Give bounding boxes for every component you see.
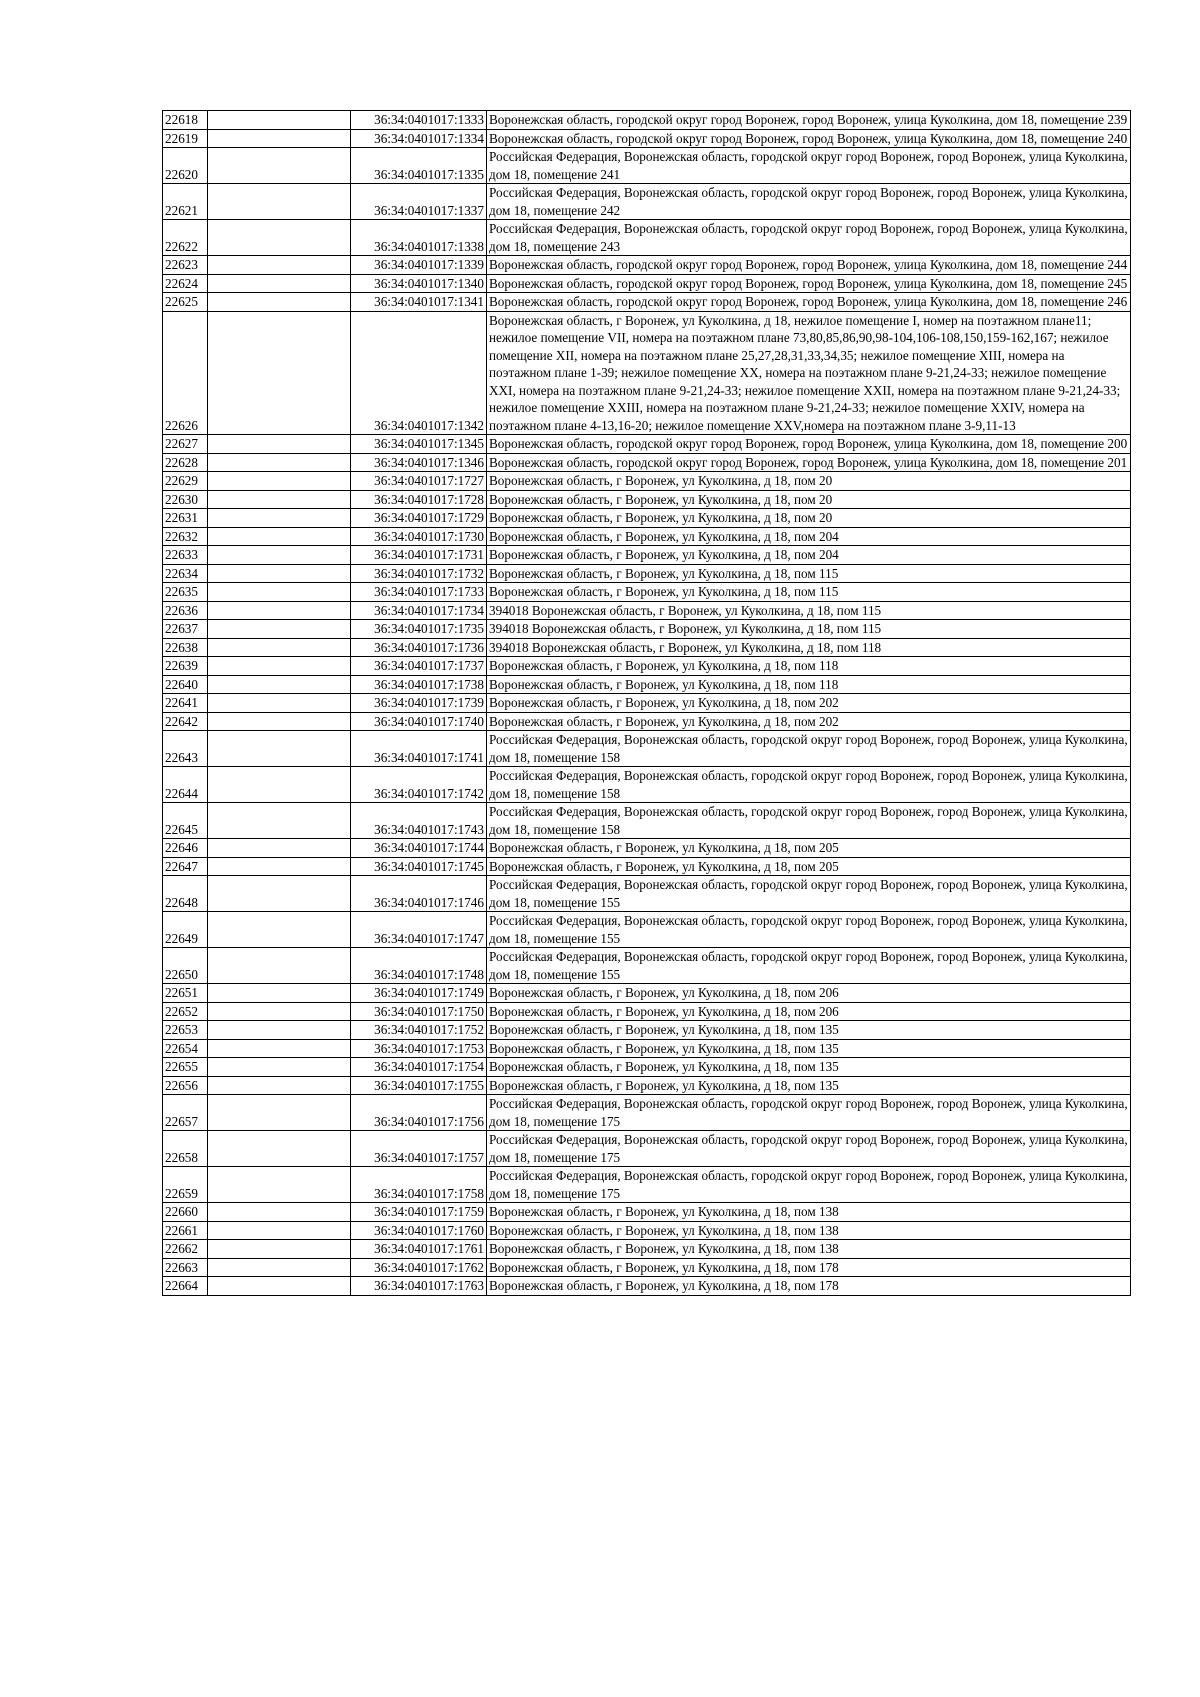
address-cell: Воронежская область, городской округ город Воронеж, город Воронеж, улица Куколкина, дом 18, помещение 246 xyxy=(487,293,1131,312)
table-row xyxy=(163,274,1131,293)
address-cell: Воронежская область, г Воронеж, ул Куколкина, д 18, пом 138 xyxy=(487,1203,1131,1222)
address-cell: Воронежская область, г Воронеж, ул Куколкина, д 18, пом 206 xyxy=(487,1002,1131,1021)
empty-cell xyxy=(208,1203,351,1222)
row-number-cell: 22653 xyxy=(163,1021,208,1040)
address-cell: Воронежская область, г Воронеж, ул Куколкина, д 18, пом 118 xyxy=(487,675,1131,694)
address-cell: Воронежская область, г Воронеж, ул Куколкина, д 18, пом 138 xyxy=(487,1221,1131,1240)
row-number-cell: 22654 xyxy=(163,1039,208,1058)
address-cell: 394018 Воронежская область, г Воронеж, ул Куколкина, д 18, пом 118 xyxy=(487,638,1131,657)
empty-cell xyxy=(208,839,351,858)
row-number-cell: 22641 xyxy=(163,694,208,713)
table-row xyxy=(163,546,1131,565)
table-row xyxy=(163,472,1131,491)
empty-cell xyxy=(208,490,351,509)
row-number-cell: 22629 xyxy=(163,472,208,491)
address-cell: Воронежская область, г Воронеж, ул Куколкина, д 18, пом 20 xyxy=(487,472,1131,491)
cadastral-number-cell: 36:34:0401017:1342 xyxy=(351,311,487,435)
address-cell: Российская Федерация, Воронежская область, городской округ город Воронеж, город Воронеж, улица Куколкина, дом 18, помещение 155 xyxy=(487,876,1131,912)
empty-cell xyxy=(208,220,351,256)
table-row xyxy=(163,912,1131,948)
table-row xyxy=(163,803,1131,839)
address-cell: Воронежская область, г Воронеж, ул Куколкина, д 18, пом 20 xyxy=(487,509,1131,528)
cadastral-number-cell: 36:34:0401017:1333 xyxy=(351,111,487,130)
row-number-cell: 22644 xyxy=(163,767,208,803)
empty-cell xyxy=(208,1131,351,1167)
row-number-cell: 22658 xyxy=(163,1131,208,1167)
address-cell: Российская Федерация, Воронежская область, городской округ город Воронеж, город Воронеж, улица Куколкина, дом 18, помещение 158 xyxy=(487,803,1131,839)
cadastral-number-cell: 36:34:0401017:1334 xyxy=(351,129,487,148)
table-row xyxy=(163,1240,1131,1259)
table-row xyxy=(163,620,1131,639)
empty-cell xyxy=(208,1240,351,1259)
table-row xyxy=(163,1258,1131,1277)
empty-cell xyxy=(208,675,351,694)
cadastral-number-cell: 36:34:0401017:1730 xyxy=(351,527,487,546)
empty-cell xyxy=(208,712,351,731)
table-row xyxy=(163,601,1131,620)
cadastral-number-cell: 36:34:0401017:1735 xyxy=(351,620,487,639)
cadastral-number-cell: 36:34:0401017:1346 xyxy=(351,453,487,472)
empty-cell xyxy=(208,767,351,803)
row-number-cell: 22647 xyxy=(163,857,208,876)
table-row xyxy=(163,527,1131,546)
row-number-cell: 22662 xyxy=(163,1240,208,1259)
row-number-cell: 22619 xyxy=(163,129,208,148)
empty-cell xyxy=(208,148,351,184)
row-number-cell: 22630 xyxy=(163,490,208,509)
cadastral-number-cell: 36:34:0401017:1732 xyxy=(351,564,487,583)
cadastral-number-cell: 36:34:0401017:1757 xyxy=(351,1131,487,1167)
cadastral-number-cell: 36:34:0401017:1761 xyxy=(351,1240,487,1259)
row-number-cell: 22645 xyxy=(163,803,208,839)
cadastral-number-cell: 36:34:0401017:1740 xyxy=(351,712,487,731)
cadastral-number-cell: 36:34:0401017:1754 xyxy=(351,1058,487,1077)
row-number-cell: 22636 xyxy=(163,601,208,620)
cadastral-number-cell: 36:34:0401017:1763 xyxy=(351,1277,487,1296)
table-row xyxy=(163,1076,1131,1095)
address-cell: Воронежская область, г Воронеж, ул Куколкина, д 18, пом 178 xyxy=(487,1277,1131,1296)
cadastral-number-cell: 36:34:0401017:1741 xyxy=(351,731,487,767)
cadastral-number-cell: 36:34:0401017:1755 xyxy=(351,1076,487,1095)
table-row xyxy=(163,1021,1131,1040)
empty-cell xyxy=(208,293,351,312)
table-row xyxy=(163,712,1131,731)
table-row xyxy=(163,1167,1131,1203)
cadastral-number-cell: 36:34:0401017:1340 xyxy=(351,274,487,293)
empty-cell xyxy=(208,509,351,528)
address-cell: Российская Федерация, Воронежская область, городской округ город Воронеж, город Воронеж, улица Куколкина, дом 18, помещение 158 xyxy=(487,731,1131,767)
empty-cell xyxy=(208,472,351,491)
address-cell: Воронежская область, городской округ город Воронеж, город Воронеж, улица Куколкина, дом 18, помещение 240 xyxy=(487,129,1131,148)
address-cell: Воронежская область, г Воронеж, ул Куколкина, д 18, пом 115 xyxy=(487,564,1131,583)
cadastral-number-cell: 36:34:0401017:1737 xyxy=(351,657,487,676)
address-cell: Воронежская область, городской округ город Воронеж, город Воронеж, улица Куколкина, дом 18, помещение 244 xyxy=(487,256,1131,275)
cadastral-number-cell: 36:34:0401017:1727 xyxy=(351,472,487,491)
empty-cell xyxy=(208,546,351,565)
empty-cell xyxy=(208,1095,351,1131)
table-row xyxy=(163,129,1131,148)
cadastral-number-cell: 36:34:0401017:1339 xyxy=(351,256,487,275)
address-cell: Воронежская область, г Воронеж, ул Куколкина, д 18, пом 118 xyxy=(487,657,1131,676)
address-cell: Российская Федерация, Воронежская область, городской округ город Воронеж, город Воронеж, улица Куколкина, дом 18, помещение 243 xyxy=(487,220,1131,256)
empty-cell xyxy=(208,912,351,948)
table-row xyxy=(163,1058,1131,1077)
address-cell: Воронежская область, г Воронеж, ул Куколкина, д 18, пом 135 xyxy=(487,1058,1131,1077)
table-row xyxy=(163,657,1131,676)
empty-cell xyxy=(208,1167,351,1203)
empty-cell xyxy=(208,256,351,275)
empty-cell xyxy=(208,1058,351,1077)
address-cell: Воронежская область, г Воронеж, ул Куколкина, д 18, пом 138 xyxy=(487,1240,1131,1259)
row-number-cell: 22642 xyxy=(163,712,208,731)
row-number-cell: 22622 xyxy=(163,220,208,256)
cadastral-number-cell: 36:34:0401017:1748 xyxy=(351,948,487,984)
row-number-cell: 22663 xyxy=(163,1258,208,1277)
address-cell: 394018 Воронежская область, г Воронеж, ул Куколкина, д 18, пом 115 xyxy=(487,620,1131,639)
table-row xyxy=(163,694,1131,713)
address-cell: Российская Федерация, Воронежская область, городской округ город Воронеж, город Воронеж, улица Куколкина, дом 18, помещение 242 xyxy=(487,184,1131,220)
empty-cell xyxy=(208,694,351,713)
table-row xyxy=(163,490,1131,509)
empty-cell xyxy=(208,564,351,583)
row-number-cell: 22635 xyxy=(163,583,208,602)
empty-cell xyxy=(208,435,351,454)
address-cell: Воронежская область, г Воронеж, ул Куколкина, д 18, пом 205 xyxy=(487,857,1131,876)
empty-cell xyxy=(208,1221,351,1240)
address-cell: Воронежская область, г Воронеж, ул Куколкина, д 18, пом 202 xyxy=(487,694,1131,713)
address-cell: Воронежская область, г Воронеж, ул Куколкина, д 18, пом 206 xyxy=(487,984,1131,1003)
row-number-cell: 22650 xyxy=(163,948,208,984)
empty-cell xyxy=(208,731,351,767)
empty-cell xyxy=(208,1021,351,1040)
row-number-cell: 22631 xyxy=(163,509,208,528)
address-cell: Воронежская область, городской округ город Воронеж, город Воронеж, улица Куколкина, дом 18, помещение 245 xyxy=(487,274,1131,293)
cadastral-number-cell: 36:34:0401017:1753 xyxy=(351,1039,487,1058)
row-number-cell: 22626 xyxy=(163,311,208,435)
table-row xyxy=(163,111,1131,130)
table-row xyxy=(163,583,1131,602)
cadastral-number-cell: 36:34:0401017:1736 xyxy=(351,638,487,657)
empty-cell xyxy=(208,111,351,130)
table-row xyxy=(163,1039,1131,1058)
cadastral-number-cell: 36:34:0401017:1338 xyxy=(351,220,487,256)
row-number-cell: 22659 xyxy=(163,1167,208,1203)
row-number-cell: 22621 xyxy=(163,184,208,220)
cadastral-number-cell: 36:34:0401017:1341 xyxy=(351,293,487,312)
empty-cell xyxy=(208,1039,351,1058)
address-cell: Воронежская область, г Воронеж, ул Куколкина, д 18, нежилое помещение I, номер на поэтажном плане11; нежилое помещение VII, номера на поэтажном плане 73,80,85,86,90,98-104,106-108,150,159-162,167; нежилое помещение XII, номера на поэтажном плане 25,27,28,31,33,34,35; нежилое помещение XIII, номера на поэтажном плане 1-39; нежилое помещение XX, номера на поэтажном плане 9-21,24-33; нежилое помещение XXI, номера на поэтажном плане 9-21,24-33; нежилое помещение XXII, номера на поэтажном плане 9-21,24-33; нежилое помещение XXIII, номера на поэтажном плане 9-21,24-33; нежилое помещение XXIV, номера на поэтажном плане 4-13,16-20; нежилое помещение XXV,номера на поэтажном плане 3-9,11-13 xyxy=(487,311,1131,435)
table-row xyxy=(163,675,1131,694)
table-row xyxy=(163,948,1131,984)
address-cell: 394018 Воронежская область, г Воронеж, ул Куколкина, д 18, пом 115 xyxy=(487,601,1131,620)
cadastral-number-cell: 36:34:0401017:1739 xyxy=(351,694,487,713)
address-cell: Воронежская область, г Воронеж, ул Куколкина, д 18, пом 205 xyxy=(487,839,1131,858)
table-row xyxy=(163,731,1131,767)
row-number-cell: 22620 xyxy=(163,148,208,184)
address-cell: Воронежская область, г Воронеж, ул Куколкина, д 18, пом 115 xyxy=(487,583,1131,602)
row-number-cell: 22648 xyxy=(163,876,208,912)
empty-cell xyxy=(208,583,351,602)
table-row xyxy=(163,1277,1131,1296)
address-cell: Воронежская область, г Воронеж, ул Куколкина, д 18, пом 135 xyxy=(487,1076,1131,1095)
table-row xyxy=(163,148,1131,184)
table-row xyxy=(163,564,1131,583)
empty-cell xyxy=(208,620,351,639)
row-number-cell: 22655 xyxy=(163,1058,208,1077)
cadastral-number-cell: 36:34:0401017:1345 xyxy=(351,435,487,454)
row-number-cell: 22627 xyxy=(163,435,208,454)
address-cell: Российская Федерация, Воронежская область, городской округ город Воронеж, город Воронеж, улица Куколкина, дом 18, помещение 158 xyxy=(487,767,1131,803)
row-number-cell: 22634 xyxy=(163,564,208,583)
empty-cell xyxy=(208,453,351,472)
table-row xyxy=(163,1095,1131,1131)
row-number-cell: 22656 xyxy=(163,1076,208,1095)
cadastral-number-cell: 36:34:0401017:1760 xyxy=(351,1221,487,1240)
table-row xyxy=(163,1002,1131,1021)
cadastral-number-cell: 36:34:0401017:1745 xyxy=(351,857,487,876)
empty-cell xyxy=(208,1258,351,1277)
row-number-cell: 22638 xyxy=(163,638,208,657)
address-cell: Воронежская область, городской округ город Воронеж, город Воронеж, улица Куколкина, дом 18, помещение 239 xyxy=(487,111,1131,130)
row-number-cell: 22628 xyxy=(163,453,208,472)
empty-cell xyxy=(208,984,351,1003)
table-row xyxy=(163,984,1131,1003)
address-cell: Российская Федерация, Воронежская область, городской округ город Воронеж, город Воронеж, улица Куколкина, дом 18, помещение 175 xyxy=(487,1131,1131,1167)
cadastral-number-cell: 36:34:0401017:1758 xyxy=(351,1167,487,1203)
row-number-cell: 22660 xyxy=(163,1203,208,1222)
row-number-cell: 22639 xyxy=(163,657,208,676)
row-number-cell: 22657 xyxy=(163,1095,208,1131)
table-row xyxy=(163,435,1131,454)
row-number-cell: 22651 xyxy=(163,984,208,1003)
cadastral-number-cell: 36:34:0401017:1752 xyxy=(351,1021,487,1040)
cadastral-number-cell: 36:34:0401017:1759 xyxy=(351,1203,487,1222)
address-cell: Российская Федерация, Воронежская область, городской округ город Воронеж, город Воронеж, улица Куколкина, дом 18, помещение 175 xyxy=(487,1167,1131,1203)
row-number-cell: 22623 xyxy=(163,256,208,275)
address-cell: Воронежская область, г Воронеж, ул Куколкина, д 18, пом 178 xyxy=(487,1258,1131,1277)
cadastral-number-cell: 36:34:0401017:1756 xyxy=(351,1095,487,1131)
cadastral-number-cell: 36:34:0401017:1734 xyxy=(351,601,487,620)
row-number-cell: 22652 xyxy=(163,1002,208,1021)
cadastral-number-cell: 36:34:0401017:1742 xyxy=(351,767,487,803)
row-number-cell: 22625 xyxy=(163,293,208,312)
empty-cell xyxy=(208,657,351,676)
table-row xyxy=(163,638,1131,657)
table-row xyxy=(163,876,1131,912)
empty-cell xyxy=(208,1277,351,1296)
address-cell: Воронежская область, г Воронеж, ул Куколкина, д 18, пом 204 xyxy=(487,546,1131,565)
cadastral-number-cell: 36:34:0401017:1744 xyxy=(351,839,487,858)
records-table-body xyxy=(163,111,1131,1296)
cadastral-number-cell: 36:34:0401017:1729 xyxy=(351,509,487,528)
table-row xyxy=(163,184,1131,220)
cadastral-number-cell: 36:34:0401017:1750 xyxy=(351,1002,487,1021)
row-number-cell: 22640 xyxy=(163,675,208,694)
empty-cell xyxy=(208,129,351,148)
empty-cell xyxy=(208,527,351,546)
table-row xyxy=(163,453,1131,472)
table-row xyxy=(163,311,1131,435)
address-cell: Воронежская область, г Воронеж, ул Куколкина, д 18, пом 135 xyxy=(487,1021,1131,1040)
empty-cell xyxy=(208,948,351,984)
address-cell: Российская Федерация, Воронежская область, городской округ город Воронеж, город Воронеж, улица Куколкина, дом 18, помещение 175 xyxy=(487,1095,1131,1131)
empty-cell xyxy=(208,1076,351,1095)
row-number-cell: 22618 xyxy=(163,111,208,130)
cadastral-number-cell: 36:34:0401017:1731 xyxy=(351,546,487,565)
table-row xyxy=(163,767,1131,803)
row-number-cell: 22664 xyxy=(163,1277,208,1296)
row-number-cell: 22649 xyxy=(163,912,208,948)
row-number-cell: 22661 xyxy=(163,1221,208,1240)
address-cell: Воронежская область, г Воронеж, ул Куколкина, д 18, пом 20 xyxy=(487,490,1131,509)
table-row xyxy=(163,857,1131,876)
cadastral-number-cell: 36:34:0401017:1728 xyxy=(351,490,487,509)
cadastral-number-cell: 36:34:0401017:1747 xyxy=(351,912,487,948)
table-row xyxy=(163,256,1131,275)
empty-cell xyxy=(208,803,351,839)
address-cell: Российская Федерация, Воронежская область, городской округ город Воронеж, город Воронеж, улица Куколкина, дом 18, помещение 155 xyxy=(487,912,1131,948)
row-number-cell: 22624 xyxy=(163,274,208,293)
table-row xyxy=(163,293,1131,312)
records-table xyxy=(162,110,1131,1296)
empty-cell xyxy=(208,857,351,876)
table-row xyxy=(163,509,1131,528)
empty-cell xyxy=(208,184,351,220)
cadastral-number-cell: 36:34:0401017:1335 xyxy=(351,148,487,184)
row-number-cell: 22632 xyxy=(163,527,208,546)
cadastral-number-cell: 36:34:0401017:1337 xyxy=(351,184,487,220)
cadastral-number-cell: 36:34:0401017:1746 xyxy=(351,876,487,912)
empty-cell xyxy=(208,311,351,435)
row-number-cell: 22643 xyxy=(163,731,208,767)
row-number-cell: 22637 xyxy=(163,620,208,639)
cadastral-number-cell: 36:34:0401017:1738 xyxy=(351,675,487,694)
row-number-cell: 22646 xyxy=(163,839,208,858)
cadastral-number-cell: 36:34:0401017:1743 xyxy=(351,803,487,839)
address-cell: Воронежская область, г Воронеж, ул Куколкина, д 18, пом 202 xyxy=(487,712,1131,731)
address-cell: Воронежская область, г Воронеж, ул Куколкина, д 18, пом 204 xyxy=(487,527,1131,546)
address-cell: Воронежская область, городской округ город Воронеж, город Воронеж, улица Куколкина, дом 18, помещение 200 xyxy=(487,435,1131,454)
empty-cell xyxy=(208,1002,351,1021)
address-cell: Воронежская область, городской округ город Воронеж, город Воронеж, улица Куколкина, дом 18, помещение 201 xyxy=(487,453,1131,472)
table-row xyxy=(163,1203,1131,1222)
empty-cell xyxy=(208,876,351,912)
address-cell: Российская Федерация, Воронежская область, городской округ город Воронеж, город Воронеж, улица Куколкина, дом 18, помещение 155 xyxy=(487,948,1131,984)
cadastral-number-cell: 36:34:0401017:1733 xyxy=(351,583,487,602)
empty-cell xyxy=(208,638,351,657)
address-cell: Российская Федерация, Воронежская область, городской округ город Воронеж, город Воронеж, улица Куколкина, дом 18, помещение 241 xyxy=(487,148,1131,184)
table-row xyxy=(163,220,1131,256)
row-number-cell: 22633 xyxy=(163,546,208,565)
empty-cell xyxy=(208,274,351,293)
cadastral-number-cell: 36:34:0401017:1762 xyxy=(351,1258,487,1277)
table-row xyxy=(163,1131,1131,1167)
table-row xyxy=(163,1221,1131,1240)
table-row xyxy=(163,839,1131,858)
address-cell: Воронежская область, г Воронеж, ул Куколкина, д 18, пом 135 xyxy=(487,1039,1131,1058)
empty-cell xyxy=(208,601,351,620)
cadastral-number-cell: 36:34:0401017:1749 xyxy=(351,984,487,1003)
